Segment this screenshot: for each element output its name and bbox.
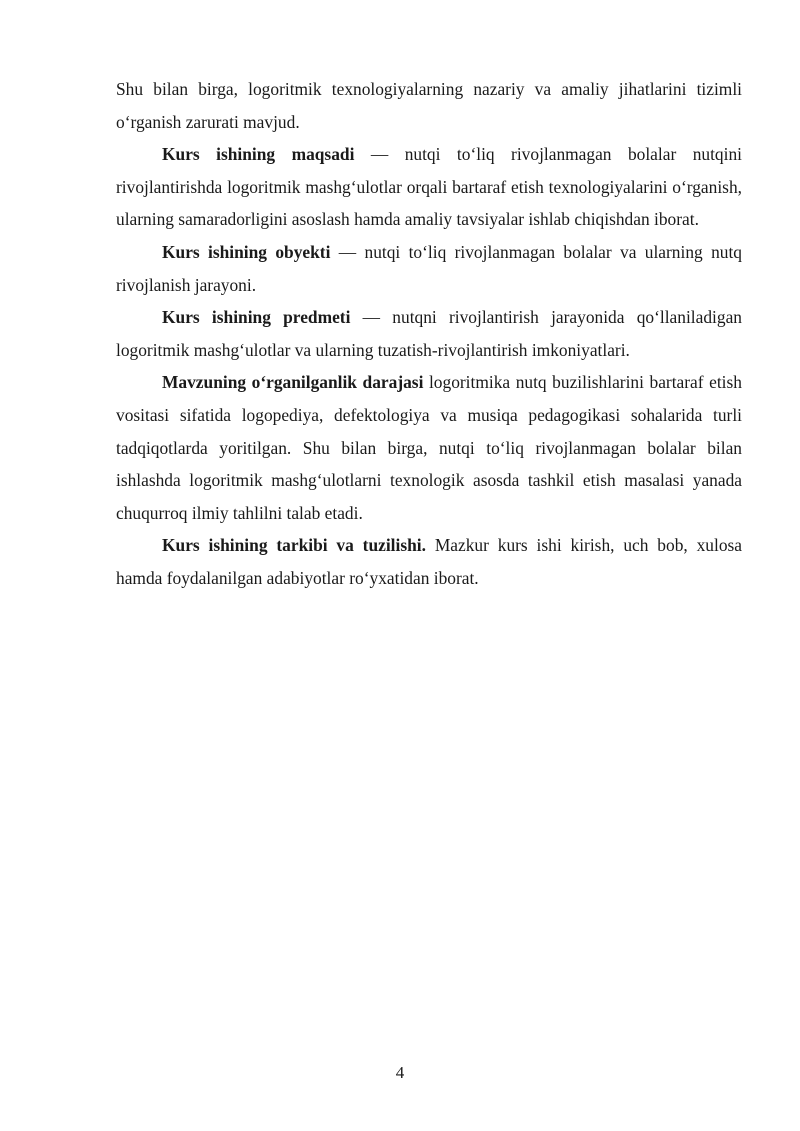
paragraph-intro [116, 73, 742, 138]
document-page [116, 73, 742, 595]
paragraph-heading: Kurs ishining obyekti [162, 241, 331, 262]
paragraph-text: — nutqni rivojlantirish jarayonida qo‘llaniladigan logoritmik mashg‘ulotlar va ularning tuzatish-rivojlantirish imkoniyatlari. [116, 307, 742, 360]
paragraph-heading: Kurs ishining predmeti [162, 307, 351, 328]
paragraph-heading: Mavzuning o‘rganilganlik darajasi [162, 372, 424, 393]
paragraph-text: logoritmika nutq buzilishlarini bartaraf etish vositasi sifatida logopediya, defektologiya va musiqa pedagogikasi sohalarida turli tadqiqotlarda yoritilgan. Shu bilan birga, nutqi to‘liq rivojlanmagan bolalar bilan ishlashda logoritmik mashg‘ulotlarni texnologik asosda tashkil etish masalasi yanada chuqurroq ilmiy tahlilni talab etadi. [116, 372, 742, 523]
paragraph-object [116, 236, 742, 301]
paragraph-heading: Kurs ishining maqsadi [162, 144, 355, 165]
paragraph-goal [116, 138, 742, 236]
paragraph-text: Shu bilan birga, logoritmik texnologiyalarning nazariy va amaliy jihatlarini tizimli o‘rganish zarurati mavjud. [116, 79, 742, 132]
paragraph-text: — nutqi to‘liq rivojlanmagan bolalar va ularning nutq rivojlanish jarayoni. [116, 241, 742, 295]
paragraph-structure [116, 529, 742, 594]
paragraph-research-level [116, 366, 742, 529]
paragraph-text: Mazkur kurs ishi kirish, uch bob, xulosa hamda foydalanilgan adabiyotlar ro‘yxatidan iborat. [116, 535, 742, 588]
paragraph-heading: Kurs ishining tarkibi va tuzilishi. [162, 535, 426, 556]
page-number: 4 [395, 1063, 405, 1082]
paragraph-subject [116, 301, 742, 366]
paragraph-text: — nutqi to‘liq rivojlanmagan bolalar nutqini rivojlantirishda logoritmik mashg‘ulotlar orqali bartaraf etish texnologiyalarini o‘rganish, ularning samaradorligini asoslash hamda amaliy tavsiyalar ishlab chiqishdan iborat. [116, 144, 742, 230]
